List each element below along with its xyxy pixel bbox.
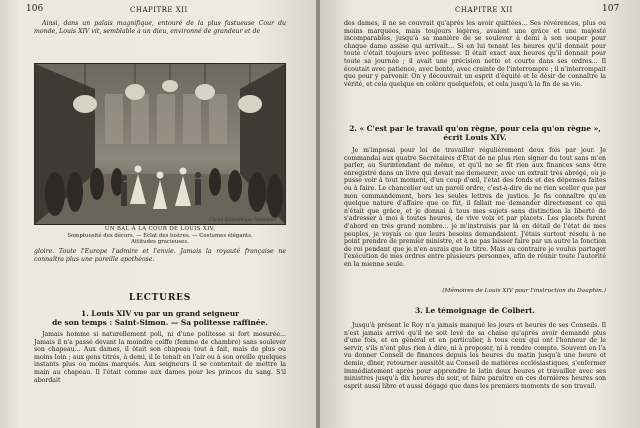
reading-1-title [34,309,286,327]
ballroom-illustration [34,63,286,225]
caption-title: UN BAL À LA COUR DE LOUIS XIV. [104,226,216,232]
reading-1-title-line-2: de son temps : Saint-Simon. — Sa politesse raffinée. [52,318,268,327]
reading-1-text: Jamais homme si naturellement poli, ni d'une politesse si fort mesurée... Jamais il n'a passé devant la moindre coiffe (femme de chambre) sans soulever son chapeau... Aux dames, il ôtait son chapeau tout à fait, mais de plus ou moins loin ; aux gens titrés, à demi, il le tenait en l'air ou à son oreille quelques instants plus ou moins marqués. Aux seigneurs il se contentait de mettre la main au chapeau. Il l'était comme aux dames pour les princes du sang. S'il abordait [34,331,286,384]
caption-line-1: Somptuosité des décors. — Éclat des lustres. — Costumes élégants. [67,232,253,239]
illustration-credit: Cliché Bibliothèque Nationale [209,218,276,223]
section-3-text: Jusqu'à présent le Roy n'a jamais manqué les jours et heures de ses Conseils. Il n'est jamais arrivé qu'il ne soit levé de sa chaise qu'après avoir demandé plus d'une fois, et en général et en particulier, à tous ceux qui ont l'honneur de le servir, s'ils n'ont plus rien à dire, ni à proposer, ni à rendre compte. Souvent en l'a vu donner Conseil de finances depuis les heures du matin jusqu'à une heure et demie, dîner, retourner aussitôt au Conseil de matières ecclésiastiques, s'enfermer immédiatement après pour apprendre le latin deux heures et travailler avec ses ministres jusqu'à dix heures du soir, et faire paraître en ces dernières heures son esprit aussi libre et aussi dégagé que dans les premiers moments de son travail. [344,322,606,390]
intro-text: Ainsi, dans un palais magnifique, entouré de la plus fastueuse Cour du monde, Louis XIV vit, semblable à un dieu, environné de grandeur et de [34,20,286,35]
section-2-text: Je m'imposai pour loi de travailler régulièrement deux fois par jour. Je commandai aux quatre Secrétaires d'État de ne plus rien signer du tout sans m'en parler, au Surintendant de même, et qu'il ne se fît rien aux finances sans être enregistré dans un livre qui devait me demeurer, avec un extrait très abrégé, où je pusse voir à tout moment, d'un coup d'œil, l'état des fonds et des dépenses faites ou à faire. Le chancelier eut un pareil ordre, c'est-à-dire de ne rien sceller que par mon commandement, hors les seules lettres de justice. Je fis connaître qu'en quelque nature d'affaire que ce fût, il fallait me demander directement ce qui n'était que grâce, et je donnai à tous mes sujets sans distinction la liberté de s'adresser à moi à toutes heures, de vive voix et par placets. Les placets furent d'abord en très grand nombre... je m'instruisis par là en détail de l'état de mes peuples, je voyais ce que leurs besoins demandaient. J'étais surtout résolu à ne point prendre de premier ministre, et à ne pas laisser faire par un autre la fonction de roi pendant que je n'en aurais que le titre. Mais au contraire je voulus partager l'exécution de mes ordres entre plusieurs personnes, afin de réunir toute l'autorité en la mienne seule. [344,147,606,268]
running-head-left: CHAPITRE XII [130,6,188,14]
left-page [0,0,318,428]
section-2-title-line-2: écrit Louis XIV. [443,133,507,142]
page-number-left: 106 [26,4,44,14]
section-3-title: 3. Le témoignage de Colbert. [414,306,536,315]
lectures-heading: LECTURES [128,293,192,303]
after-illustration-text: gloire. Toute l'Europe l'admire et l'envie. Jamais la royauté française ne connaîtra plus une pareille apothéose. [34,248,286,263]
ballroom-engraving [35,64,285,224]
caption-line-2: Attitudes gracieuses. [131,239,189,245]
page-number-right: 107 [602,4,620,14]
running-head-right: CHAPITRE XII [455,6,513,14]
illustration-caption [34,226,286,246]
section-2-title-line-1: 2. « C'est par le travail qu'on règne, pour cela qu'on règne », [349,124,601,133]
right-page [320,0,640,428]
reading-1-title-line-1: 1. Louis XIV vu par un grand seigneur [81,309,239,318]
section-2-reference: (Mémoires de Louis XIV pour l'instruction du Dauphin.) [442,288,606,294]
section-2-title [344,124,606,142]
right-top-text: des dames, il ne se couvrait qu'après les avoir quittées... Ses révérences, plus ou moins marquées, mais toujours légères, avaient une grâce et une majesté incomparables, jusqu'à sa manière de se soulever à demi à son souper pour chaque dame assise qui arrivait... Si en lui tenant les heures qu'il donnait pour toute c'était toujours avec politesse. Il était exact aux heures qu'il donnait pour toute sa journée ; il avait une précision nette et courte dans ses ordres... Il écoutait avec patience, avec bonté, avec crainte de l'interrompre ; il n'interrompait que pour y parvenir. On y découvrait un esprit d'équité et le désir de connaître la vérité, et cela quelque en colère quelquefois, et cela jusqu'à la fin de sa vie. [344,20,606,88]
